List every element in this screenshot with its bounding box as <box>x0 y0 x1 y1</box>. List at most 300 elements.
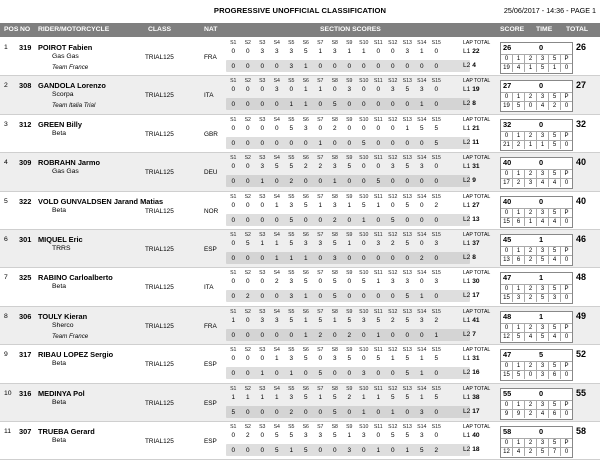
count-value: 5 <box>536 332 548 341</box>
section-score: 2 <box>318 163 323 171</box>
rider-motorcycle: Beta <box>52 360 66 368</box>
lap1-total <box>463 48 480 55</box>
section-score: 0 <box>390 63 395 70</box>
count-label: 5 <box>548 208 560 217</box>
lap1-total-value: 38 <box>472 393 480 401</box>
section-score: 1 <box>390 408 395 416</box>
score-count-values <box>501 101 572 110</box>
section-label: S3 <box>259 231 266 238</box>
count-value: 0 <box>560 293 572 302</box>
count-label: 2 <box>524 54 536 63</box>
count-value: 2 <box>512 178 524 187</box>
section-score: 0 <box>347 254 352 262</box>
section-label: S2 <box>244 231 251 238</box>
section-label: S3 <box>259 155 266 162</box>
lap2-scores <box>226 101 444 111</box>
count-value: 2 <box>524 447 536 456</box>
rider-motorcycle: Beta <box>52 283 66 291</box>
section-label: S1 <box>230 270 237 277</box>
section-score: 2 <box>318 331 323 339</box>
section-score: 0 <box>231 124 236 132</box>
score-count-labels <box>501 361 572 370</box>
count-value: 17 <box>501 178 512 187</box>
section-score: 0 <box>245 201 250 209</box>
lap1-total <box>463 240 480 247</box>
section-score: 5 <box>231 408 236 416</box>
count-label: 3 <box>536 92 548 101</box>
section-score: 3 <box>303 431 308 439</box>
header-time: TIME <box>536 26 553 33</box>
section-score: 3 <box>361 316 366 324</box>
lap1-total <box>463 394 480 401</box>
section-score: 3 <box>274 48 279 55</box>
count-value: 6 <box>512 255 524 264</box>
section-score: 5 <box>289 163 294 171</box>
section-score: 0 <box>318 124 323 132</box>
count-label: 0 <box>501 284 512 293</box>
section-score: 1 <box>303 316 308 324</box>
rider-nat: FRA <box>204 54 217 61</box>
section-label: S13 <box>402 270 412 277</box>
count-label: 2 <box>524 131 536 140</box>
rider-time: 1 <box>539 311 544 321</box>
section-score: 0 <box>361 163 366 171</box>
section-label: S8 <box>331 155 338 162</box>
count-label: P <box>560 284 572 293</box>
lap1-total-value: 22 <box>472 48 480 55</box>
section-label: S4 <box>273 308 280 315</box>
section-score: 0 <box>274 124 279 132</box>
rider-score: 48 <box>503 311 512 321</box>
section-score: 3 <box>405 48 410 55</box>
section-label: S4 <box>273 155 280 162</box>
section-score: 1 <box>361 216 366 224</box>
section-label: S14 <box>417 423 427 430</box>
section-label: S11 <box>373 347 383 354</box>
count-value: 3 <box>536 370 548 379</box>
rider-time: 0 <box>539 196 544 206</box>
count-value: 2 <box>524 255 536 264</box>
rider-total: 46 <box>576 233 587 244</box>
section-label: S2 <box>244 40 251 46</box>
count-label: 0 <box>501 361 512 370</box>
section-score: 0 <box>332 446 337 454</box>
count-value: 15 <box>501 217 512 226</box>
section-score: 1 <box>289 254 294 262</box>
section-score: 0 <box>419 239 424 247</box>
section-score: 0 <box>347 408 352 416</box>
count-label: 3 <box>536 323 548 332</box>
section-label: S1 <box>230 423 237 430</box>
section-label: S12 <box>388 308 398 315</box>
count-label: 1 <box>512 438 524 447</box>
section-score: 0 <box>434 216 439 224</box>
section-score: 2 <box>347 331 352 339</box>
section-score: 0 <box>376 216 381 224</box>
section-score: 5 <box>405 239 410 247</box>
section-label: S4 <box>273 347 280 354</box>
section-label: S9 <box>346 347 353 354</box>
section-score: 5 <box>405 293 410 301</box>
count-value: 19 <box>501 101 512 110</box>
section-score: 0 <box>245 355 250 363</box>
count-value: 3 <box>524 178 536 187</box>
section-score: 3 <box>434 239 439 247</box>
score-count-values <box>501 178 572 187</box>
score-count-labels <box>501 131 572 140</box>
score-box <box>500 388 573 420</box>
rider-nat: GBR <box>204 130 218 138</box>
section-score: 1 <box>361 393 366 401</box>
section-score: 3 <box>419 408 424 416</box>
section-label: S15 <box>431 308 441 315</box>
lap2-total <box>463 446 480 453</box>
section-score: 0 <box>390 139 395 147</box>
section-score: 0 <box>260 408 265 416</box>
section-label: S10 <box>359 193 369 200</box>
section-score: 0 <box>405 178 410 186</box>
lap-total-label: LAP TOTAL <box>463 40 491 46</box>
section-label: S8 <box>331 116 338 123</box>
section-label: S6 <box>302 40 309 46</box>
section-score: 1 <box>303 254 308 262</box>
lap2-label: L2 <box>463 177 471 185</box>
section-score: 0 <box>419 63 424 70</box>
lap1-total <box>463 163 480 170</box>
section-label: S1 <box>230 308 237 315</box>
section-score: 1 <box>376 201 381 209</box>
lap2-label: L2 <box>463 292 471 300</box>
section-label: S14 <box>417 270 427 277</box>
rider-name: ROBRAHN Jarmo <box>38 158 101 168</box>
section-score: 0 <box>231 431 236 439</box>
rider-row <box>0 230 600 268</box>
rider-row <box>0 76 600 114</box>
score-count-values <box>501 63 572 72</box>
section-score: 0 <box>434 163 439 171</box>
section-label: S8 <box>331 40 338 46</box>
section-score: 0 <box>318 446 323 454</box>
section-score: 1 <box>318 139 323 147</box>
section-label: S9 <box>346 193 353 200</box>
section-label: S5 <box>288 385 295 392</box>
section-score: 0 <box>260 63 265 70</box>
section-score: 0 <box>231 216 236 224</box>
score-box <box>500 42 573 74</box>
lap1-scores <box>226 125 444 135</box>
count-label: P <box>560 438 572 447</box>
page-title: PROGRESSIVE UNOFFICIAL CLASSIFICATION <box>213 6 387 15</box>
section-score: 0 <box>361 101 366 109</box>
section-score: 0 <box>245 63 250 70</box>
section-score: 0 <box>245 408 250 416</box>
count-label: 0 <box>501 438 512 447</box>
rider-score: 40 <box>503 196 512 206</box>
rider-motorcycle: Gas Gas <box>52 168 79 176</box>
section-label: S2 <box>244 193 251 200</box>
rider-time: 5 <box>539 350 544 360</box>
rider-time: 1 <box>539 273 544 283</box>
score-box <box>500 196 573 228</box>
lap2-total-value: 17 <box>472 292 480 300</box>
section-label: S12 <box>388 116 398 123</box>
count-label: 3 <box>536 131 548 140</box>
section-score: 0 <box>376 254 381 262</box>
score-count-labels <box>501 92 572 101</box>
rider-motorcycle: Beta <box>52 398 66 406</box>
rider-number: 322 <box>19 196 32 206</box>
count-value: 5 <box>536 255 548 264</box>
section-label: S7 <box>317 423 324 430</box>
section-score: 1 <box>376 393 381 401</box>
count-label: 0 <box>501 54 512 63</box>
section-label: S5 <box>288 231 295 238</box>
section-score: 0 <box>245 254 250 262</box>
count-label: 5 <box>548 92 560 101</box>
section-score: 0 <box>434 431 439 439</box>
section-label: S4 <box>273 231 280 238</box>
lap1-label: L1 <box>463 86 471 94</box>
section-score: 0 <box>260 431 265 439</box>
lap-total-label: LAP TOTAL <box>463 231 491 238</box>
lap1-scores <box>226 163 444 173</box>
section-label: S6 <box>302 231 309 238</box>
rider-score: 45 <box>503 234 512 244</box>
rider-motorcycle: Gas Gas <box>52 53 79 60</box>
count-label: 2 <box>524 323 536 332</box>
lap-total-label: LAP TOTAL <box>463 423 491 430</box>
rider-name: POIROT Fabien <box>38 43 93 52</box>
section-score: 0 <box>361 254 366 262</box>
section-score: 5 <box>332 293 337 301</box>
count-label: 2 <box>524 92 536 101</box>
rider-name: TOULY Kieran <box>38 311 88 321</box>
section-label: S12 <box>388 193 398 200</box>
section-score: 5 <box>303 48 308 55</box>
section-score: 0 <box>231 178 236 186</box>
lap2-scores <box>226 255 444 265</box>
lap1-label: L1 <box>463 239 471 247</box>
section-label: S15 <box>431 40 441 46</box>
section-score: 3 <box>332 355 337 363</box>
section-score: 0 <box>361 446 366 454</box>
section-score: 3 <box>376 239 381 247</box>
section-score: 3 <box>289 63 294 70</box>
section-score: 1 <box>289 101 294 109</box>
section-score: 0 <box>231 293 236 301</box>
section-score: 0 <box>289 139 294 147</box>
count-label: 3 <box>536 284 548 293</box>
section-label: S4 <box>273 116 280 123</box>
section-score: 5 <box>332 431 337 439</box>
section-score: 0 <box>434 254 439 262</box>
count-value: 0 <box>560 140 572 149</box>
rider-pos: 8 <box>4 312 8 320</box>
rider-score: 40 <box>503 158 512 168</box>
section-score: 1 <box>231 316 236 324</box>
section-label: S5 <box>288 78 295 85</box>
lap2-scores <box>226 447 444 457</box>
rider-motorcycle: Beta <box>52 129 66 137</box>
lap2-scores <box>226 217 444 227</box>
section-score: 0 <box>245 48 250 55</box>
section-score: 3 <box>419 431 424 439</box>
rider-pos: 1 <box>4 44 8 51</box>
section-score: 0 <box>245 331 250 339</box>
section-score: 0 <box>376 408 381 416</box>
section-score: 0 <box>231 163 236 171</box>
section-score: 0 <box>274 331 279 339</box>
section-score: 0 <box>318 355 323 363</box>
lap1-scores <box>226 202 444 212</box>
section-score: 0 <box>376 48 381 55</box>
rider-class: TRIAL125 <box>145 130 174 138</box>
section-score: 1 <box>289 370 294 378</box>
count-value: 2 <box>512 140 524 149</box>
rider-pos: 2 <box>4 82 8 90</box>
count-label: 5 <box>548 400 560 409</box>
lap1-label: L1 <box>463 124 471 132</box>
count-value: 7 <box>548 447 560 456</box>
section-label: S9 <box>346 40 353 46</box>
section-score: 3 <box>405 278 410 286</box>
section-label: S14 <box>417 155 427 162</box>
section-score: 0 <box>419 139 424 147</box>
section-score: 0 <box>332 370 337 378</box>
rider-row <box>0 153 600 191</box>
section-score: 0 <box>318 216 323 224</box>
section-label: S7 <box>317 193 324 200</box>
count-value: 0 <box>560 63 572 72</box>
section-score: 0 <box>361 178 366 186</box>
section-label: S6 <box>302 308 309 315</box>
section-score: 0 <box>434 408 439 416</box>
section-score: 0 <box>390 201 395 209</box>
count-value: 12 <box>501 447 512 456</box>
score-count-labels <box>501 323 572 332</box>
section-score: 0 <box>361 355 366 363</box>
section-score: 5 <box>376 316 381 324</box>
section-score: 1 <box>332 316 337 324</box>
section-score: 0 <box>231 201 236 209</box>
section-score: 0 <box>419 178 424 186</box>
rider-team: Team Italia Trial <box>52 102 96 110</box>
rider-pos: 3 <box>4 120 8 128</box>
lap2-total-value: 11 <box>472 138 480 146</box>
section-score: 1 <box>376 331 381 339</box>
section-score: 0 <box>245 278 250 286</box>
section-score: 0 <box>274 408 279 416</box>
section-score: 0 <box>361 63 366 70</box>
lap1-total-value: 27 <box>472 201 480 209</box>
rider-class: TRIAL125 <box>145 322 174 330</box>
section-score: 0 <box>405 254 410 262</box>
count-label: 1 <box>512 246 524 255</box>
section-label: S6 <box>302 385 309 392</box>
section-score: 0 <box>332 139 337 147</box>
count-label: P <box>560 400 572 409</box>
section-score: 0 <box>390 178 395 186</box>
section-label: S3 <box>259 193 266 200</box>
lap-total-label: LAP TOTAL <box>463 116 491 123</box>
count-value: 4 <box>536 217 548 226</box>
lap1-label: L1 <box>463 278 471 286</box>
section-score: 0 <box>347 370 352 378</box>
section-score: 3 <box>303 239 308 247</box>
section-score: 0 <box>361 239 366 247</box>
lap2-total <box>463 100 476 107</box>
section-score: 3 <box>289 393 294 401</box>
section-score: 5 <box>332 393 337 401</box>
section-label: S3 <box>259 40 266 46</box>
lap1-scores <box>226 317 444 327</box>
count-label: 1 <box>512 361 524 370</box>
rider-nat: ESP <box>204 399 217 407</box>
section-label: S4 <box>273 423 280 430</box>
section-label: S10 <box>359 270 369 277</box>
rider-row <box>0 268 600 306</box>
lap2-total-value: 9 <box>472 177 476 185</box>
lap2-total-value: 8 <box>472 253 476 261</box>
lap2-scores <box>226 293 444 303</box>
section-label: S13 <box>402 78 412 85</box>
rider-time: 0 <box>539 43 544 52</box>
count-value: 5 <box>536 63 548 72</box>
section-label: S11 <box>373 423 383 430</box>
count-value: 5 <box>512 101 524 110</box>
section-score: 0 <box>318 278 323 286</box>
lap2-total-value: 16 <box>472 369 480 377</box>
score-count-labels <box>501 54 572 63</box>
section-label: S11 <box>373 40 383 46</box>
section-score: 3 <box>419 316 424 324</box>
section-score: 0 <box>260 293 265 301</box>
section-score: 5 <box>303 393 308 401</box>
section-label: S12 <box>388 423 398 430</box>
section-label: S1 <box>230 385 237 392</box>
count-value: 2 <box>524 409 536 418</box>
section-label: S12 <box>388 40 398 46</box>
count-label: P <box>560 246 572 255</box>
section-score: 0 <box>376 124 381 132</box>
section-label: S3 <box>259 385 266 392</box>
rider-class: TRIAL125 <box>145 284 174 292</box>
count-value: 0 <box>560 217 572 226</box>
section-score: 0 <box>347 63 352 70</box>
section-score: 2 <box>303 163 308 171</box>
count-label: 3 <box>536 246 548 255</box>
section-score: 5 <box>405 316 410 324</box>
section-label: S11 <box>373 155 383 162</box>
section-score: 0 <box>376 163 381 171</box>
section-label: S10 <box>359 423 369 430</box>
section-score: 0 <box>231 254 236 262</box>
section-label: S3 <box>259 308 266 315</box>
section-score: 5 <box>405 370 410 378</box>
section-score: 0 <box>405 408 410 416</box>
section-label: S8 <box>331 78 338 85</box>
section-score: 0 <box>390 370 395 378</box>
section-label: S2 <box>244 385 251 392</box>
section-score: 1 <box>405 124 410 132</box>
section-score: 2 <box>390 239 395 247</box>
count-label: 0 <box>501 169 512 178</box>
section-label: S7 <box>317 155 324 162</box>
score-count-values <box>501 217 572 226</box>
rider-name: GREEN Billy <box>38 119 82 129</box>
section-score: 3 <box>260 48 265 55</box>
rider-number: 319 <box>19 43 32 52</box>
